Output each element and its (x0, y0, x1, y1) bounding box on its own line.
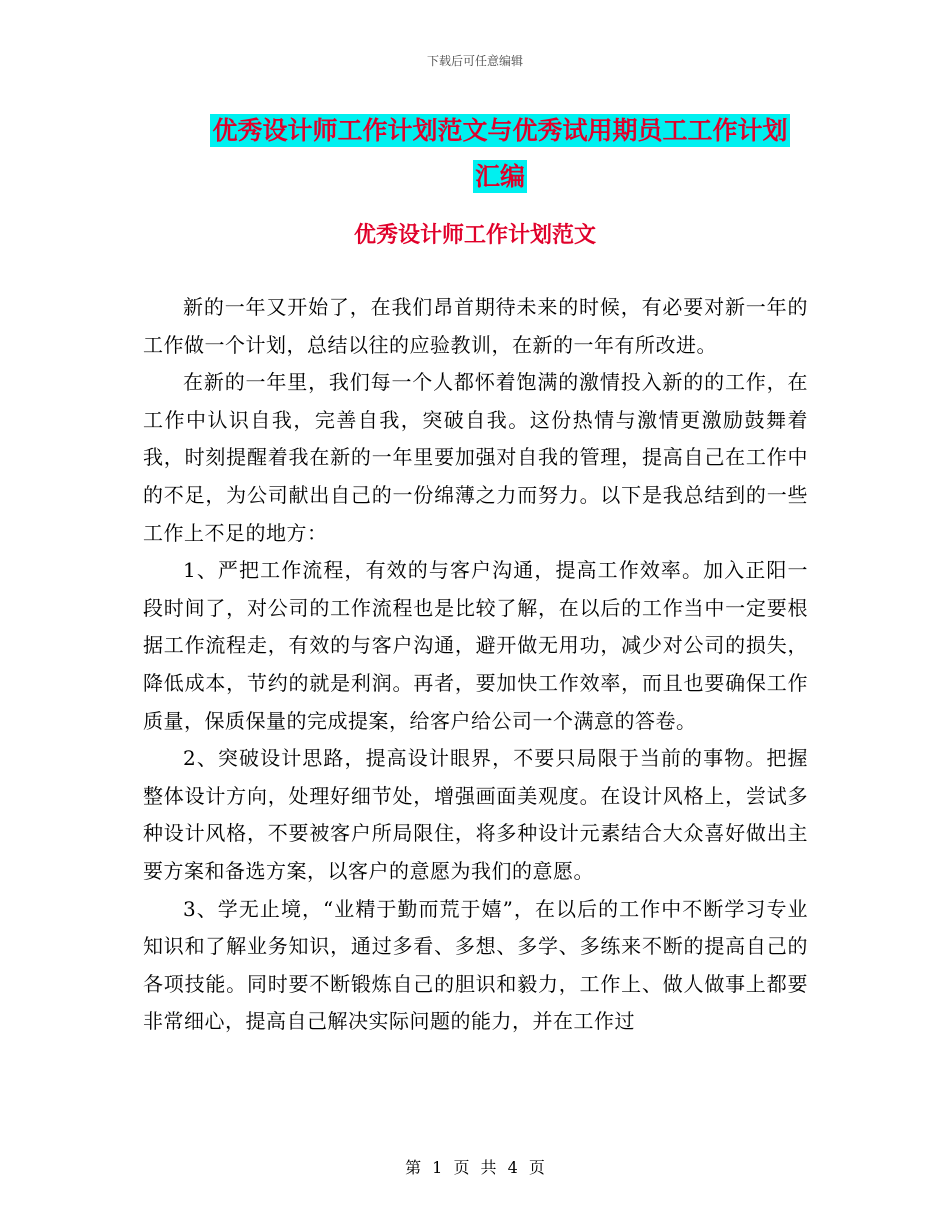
document-title-line1: 优秀设计师工作计划范文与优秀试用期员工工作计划 (212, 116, 788, 145)
paragraph-item-2: 2、突破设计思路，提高设计眼界，不要只局限于当前的事物。把握整体设计方向，处理好细节处，增强画面美观度。在设计风格上，尝试多种设计风格，不要被客户所局限住，将多种设计元素结合大众喜好做出主要方案和备选方案，以客户的意愿为我们的意愿。 (143, 746, 808, 883)
document-title (185, 108, 815, 200)
paragraph-intro: 新的一年又开始了，在我们昂首期待未来的时候，有必要对新一年的工作做一个计划，总结以往的应验教训，在新的一年有所改进。 (143, 295, 808, 357)
paragraph-item-1: 1、严把工作流程，有效的与客户沟通，提高工作效率。加入正阳一段时间了，对公司的工作流程也是比较了解，在以后的工作当中一定要根据工作流程走，有效的与客户沟通，避开做无用功，减少对公司的损失，降低成本，节约的就是利润。再者，要加快工作效率，而且也要确保工作质量，保质保量的完成提案，给客户给公司一个满意的答卷。 (143, 558, 808, 733)
paragraph-self-management: 在新的一年里，我们每一个人都怀着饱满的激情投入新的的工作，在工作中认识自我，完善自我，突破自我。这份热情与激情更激励鼓舞着我，时刻提醒着我在新的一年里要加强对自我的管理，提高自己在工作中的不足，为公司献出自己的一份绵薄之力而努力。以下是我总结到的一些工作上不足的地方： (143, 370, 808, 545)
header-note: 下载后可任意编辑 (426, 54, 523, 68)
document-body (143, 289, 808, 1041)
document-title-line2: 汇编 (474, 162, 525, 191)
section-title: 优秀设计师工作计划范文 (353, 223, 596, 248)
page-number: 第 1 页 共 4 页 (405, 1158, 545, 1177)
paragraph-item-3: 3、学无止境，“业精于勤而荒于嬉”，在以后的工作中不断学习专业知识和了解业务知识，通过多看、多想、多学、多练来不断的提高自己的各项技能。同时要不断锻炼自己的胆识和毅力，工作上、做人做事上都要非常细心，提高自己解决实际问题的能力，并在工作过 (143, 896, 808, 1034)
